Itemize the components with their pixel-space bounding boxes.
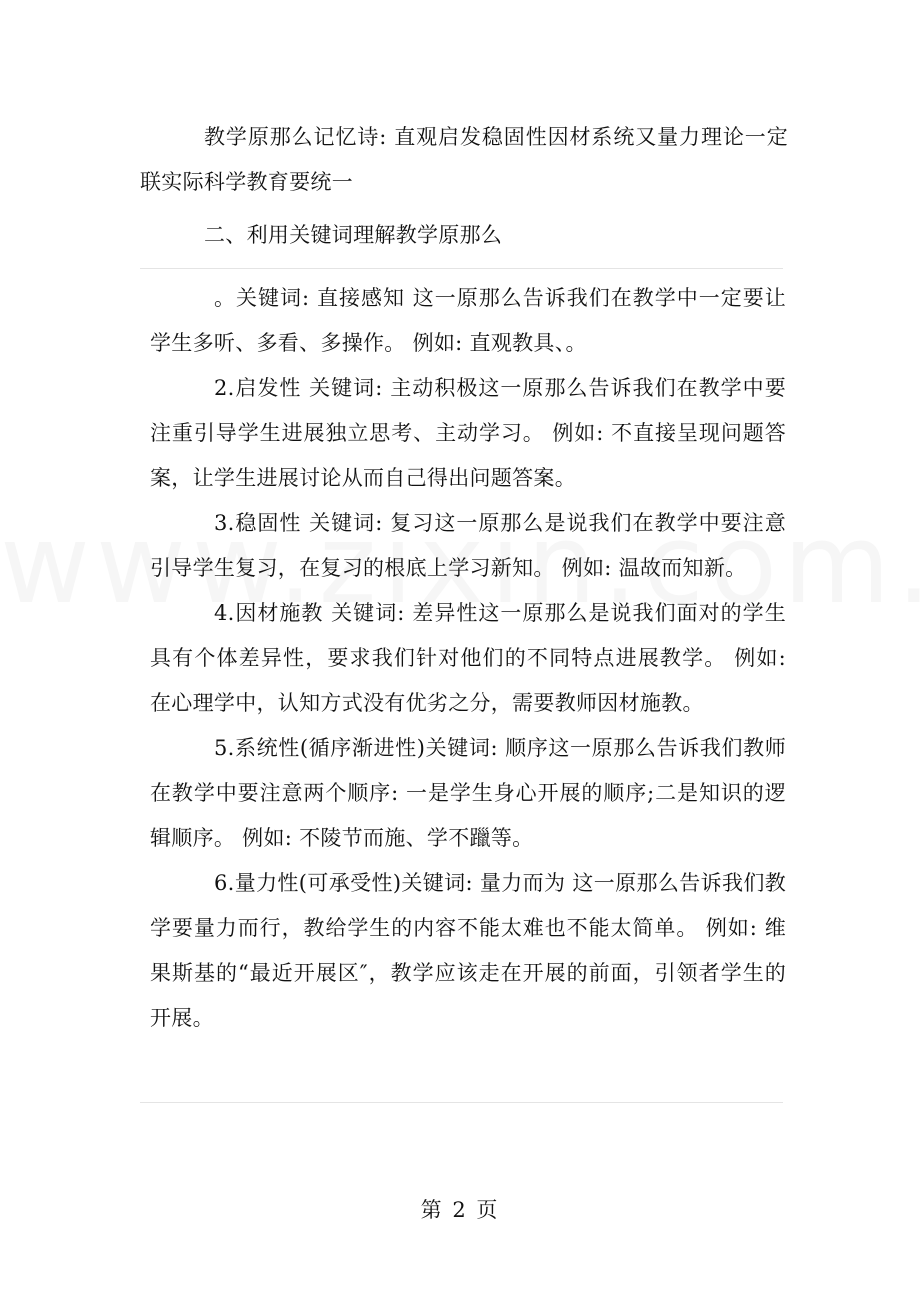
principle-paragraph: 2.启发性 关键词: 主动积极这一原那么告诉我们在教学中要注重引导学生进展独立思考、主动学习。 例如: 不直接呈现问题答案，让学生进展讨论从而自己得出问题答案。: [150, 376, 786, 490]
page-number: 第 2 页: [420, 1198, 500, 1222]
principle-paragraph: 4.因材施教 关键词: 差异性这一原那么是说我们面对的学生具有个体差异性，要求我们针对他们的不同特点进展教学。 例如: 在心理学中，认知方式没有优劣之分，需要教师因材施教。: [150, 601, 786, 715]
divider-bottom: [140, 1102, 783, 1103]
section-title: 二、利用关键词理解教学原那么: [204, 223, 503, 247]
principle-paragraph: 6.量力性(可承受性)关键词: 量力而为 这一原那么告诉我们教学要量力而行，教给学生的内容不能太难也不能太简单。 例如: 维果斯基的“最近开展区″，教学应该走在开展的前面，引领者学生的开展。: [150, 871, 786, 1030]
section-heading-block: [140, 213, 788, 258]
mnemonic-text: 教学原那么记忆诗: 直观启发稳固性因材系统又量力理论一定联实际科学教育要统一: [140, 125, 788, 194]
principles-list: [150, 276, 786, 1041]
divider-top: [140, 268, 783, 269]
principle-paragraph: 3.稳固性 关键词: 复习这一原那么是说我们在教学中要注意引导学生复习，在复习的根底上学习新知。 例如: 温故而知新。: [150, 511, 786, 580]
mnemonic-paragraph: [140, 115, 788, 205]
principle-paragraph: 。关键词: 直接感知 这一原那么告诉我们在教学中一定要让学生多听、多看、多操作。 例如: 直观教具、。: [150, 286, 786, 355]
principle-paragraph: 5.系统性(循序渐进性)关键词: 顺序这一原那么告诉我们教师在教学中要注意两个顺序: 一是学生身心开展的顺序;二是知识的逻辑顺序。 例如: 不陵节而施、学不躐等。: [150, 736, 786, 850]
